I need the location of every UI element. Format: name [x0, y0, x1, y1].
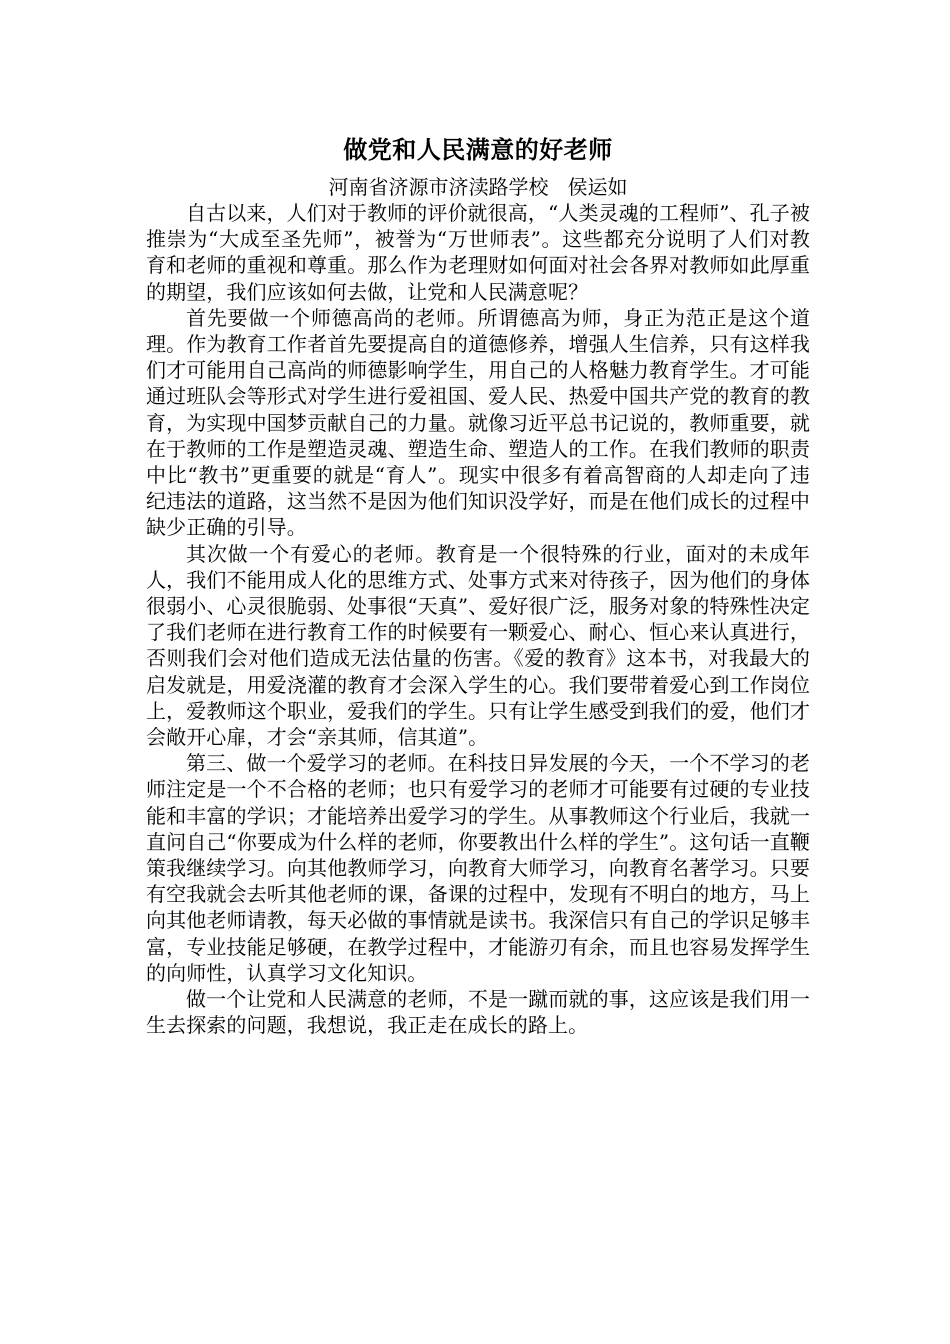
paragraph-conclusion: 做一个让党和人民满意的老师，不是一蹴而就的事，这应该是我们用一生去探索的问题，我想说，我正走在成长的路上。	[146, 987, 810, 1038]
paragraph-love: 其次做一个有爱心的老师。教育是一个很特殊的行业，面对的未成年人，我们不能用成人化的思维方式、处事方式来对待孩子，因为他们的身体很弱小、心灵很脆弱、处事很“天真”、爱好很广泛，服务对象的特殊性决定了我们老师在进行教育工作的时候要有一颗爱心、耐心、恒心来认真进行，否则我们会对他们造成无法估量的伤害。《爱的教育》这本书，对我最大的启发就是，用爱浇灌的教育才会深入学生的心。我们要带着爱心到工作岗位上，爱教师这个职业，爱我们的学生。只有让学生感受到我们的爱，他们才会敞开心扉，才会“亲其师，信其道”。	[146, 541, 810, 750]
document-body	[146, 132, 810, 1039]
document-title: 做党和人民满意的好老师	[343, 136, 613, 164]
author-line: 河南省济源市济渎路学校 侯运如	[328, 175, 628, 199]
paragraph-intro: 自古以来，人们对于教师的评价就很高，“人类灵魂的工程师”、孔子被推崇为“大成至圣先师”，被誉为“万世师表”。这些都充分说明了人们对教育和老师的重视和尊重。那么作为老理财如何面对社会各界对教师如此厚重的期望，我们应该如何去做，让党和人民满意呢？	[146, 201, 810, 304]
paragraph-virtue: 首先要做一个师德高尚的老师。所谓德高为师，身正为范正是这个道理。作为教育工作者首先要提高自的道德修养，增强人生信养，只有这样我们才可能用自己高尚的师德影响学生，用自己的人格魅力教育学生。才可能通过班队会等形式对学生进行爱祖国、爱人民、热爱中国共产党的教育的教育，为实现中国梦贡献自己的力量。就像习近平总书记说的，教师重要，就在于教师的工作是塑造灵魂、塑造生命、塑造人的工作。在我们教师的职责中比“教书”更重要的就是“育人”。现实中很多有着高智商的人却走向了违纪违法的道路，这当然不是因为他们知识没学好，而是在他们成长的过程中缺少正确的引导。	[146, 305, 810, 540]
paragraph-learning: 第三、做一个爱学习的老师。在科技日异发展的今天，一个不学习的老师注定是一个不合格的老师；也只有爱学习的老师才可能要有过硬的专业技能和丰富的学识；才能培养出爱学习的学生。从事教师这个行业后，我就一直问自己“你要成为什么样的老师，你要教出什么样的学生”。这句话一直鞭策我继续学习。向其他教师学习，向教育大师学习，向教育名著学习。只要有空我就会去听其他老师的课，备课的过程中，发现有不明白的地方，马上向其他老师请教，每天必做的事情就是读书。我深信只有自己的学识足够丰富，专业技能足够硬，在教学过程中，才能游刃有余，而且也容易发挥学生的向师性，认真学习文化知识。	[146, 751, 810, 985]
